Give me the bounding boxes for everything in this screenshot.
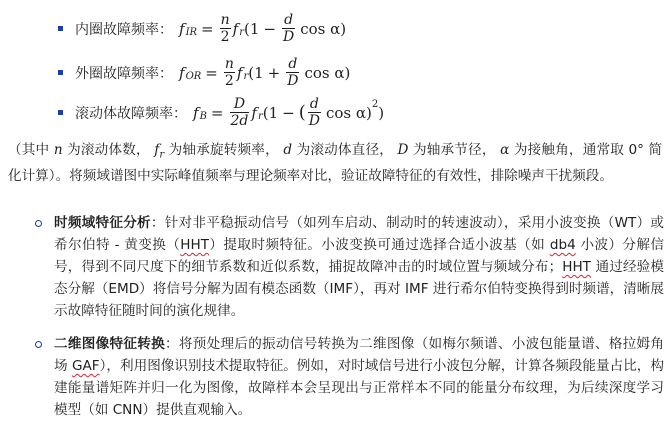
fraction-denominator: D [282, 29, 295, 45]
formula-label: 外圈故障频率： [75, 65, 173, 82]
math-subscript: OR [185, 71, 202, 82]
math-operator: = [205, 63, 218, 82]
math-subscript: r [159, 149, 165, 161]
math-subscript: r [257, 111, 263, 122]
note-text: 为接触角，通常取 0° 简化计算）。将频域谱图中实际峰值频率与理论频率对比，验证故障特征的有效性，排除噪声干扰频段。 [8, 142, 663, 184]
math-text: ) [378, 103, 385, 122]
fraction-denominator: 2 [224, 73, 234, 89]
item-text: GAF [71, 358, 100, 374]
math-subscript: IR [185, 27, 198, 38]
math-text: ( [298, 102, 306, 123]
math-subscript: r [243, 71, 249, 82]
fraction-denominator: 2 [220, 29, 230, 45]
math-text: (1 [262, 103, 279, 122]
note-text: 为轴承旋转频率， [168, 142, 279, 158]
math-symbol: f [179, 63, 185, 82]
fraction [308, 96, 321, 129]
item-text: 通过经验模态分解（EMD）将信号分解为固有模态函数（IMF），再对 IMF 进行希尔伯特变换得到时频谱，清晰展示故障特征随时间的演化规律。 [54, 259, 665, 319]
formula-expression [179, 56, 350, 89]
item-text: 小波）分解信号，得到不同尺度下的细节系数和近似系数，捕捉故障冲击的时域位置与频域分布； [54, 237, 664, 275]
math-symbol: D [397, 142, 409, 158]
note-text: （其中 [8, 142, 50, 158]
circle-bullet-icon [35, 220, 42, 227]
math-text: (1 [244, 19, 260, 38]
math-symbol: n [53, 142, 63, 158]
formula-expression [179, 12, 346, 45]
item-text: HHT [562, 259, 591, 275]
fraction [286, 56, 299, 89]
note-paragraph [8, 140, 662, 187]
item-title: 时频域特征分析 [54, 215, 151, 231]
fraction-numerator: n [220, 12, 230, 28]
formula-label: 内圈故障频率： [75, 21, 173, 38]
math-operator: − [282, 103, 295, 122]
math-symbol: f [236, 63, 243, 82]
math-text: cos α) [304, 63, 351, 82]
math-symbol: α [500, 142, 510, 158]
item-text: ）提取时频特征。小波变换可通过选择合适小波基（如 [209, 237, 550, 253]
math-operator: = [210, 103, 224, 122]
fraction [220, 12, 231, 45]
note-text: 为滚动体直径， [296, 142, 394, 158]
math-text: (1 [248, 63, 264, 82]
fraction [230, 96, 250, 129]
math-operator: = [201, 19, 214, 38]
math-symbol: f [179, 19, 185, 38]
item-text: ），利用图像识别技术提取特征。例如，对时域信号进行小波包分解，计算各频段能量占比，构建能量谱矩阵并归一化为图像，故障样本会呈现出与正常样本不同的能量分布纹理，为后续深度学习模型（如 CNN）提供直观输入。 [54, 358, 664, 418]
formula-label: 滚动体故障频率： [75, 105, 187, 122]
formula-expression [193, 96, 384, 129]
math-subscript: B [199, 111, 207, 122]
fraction [282, 12, 295, 45]
math-text: cos α) [300, 19, 347, 38]
list-item-image-conversion [54, 333, 664, 421]
item-text: ：针对非平稳振动信号（如列车启动、制动时的转速波动），采用小波变换（WT）或希尔伯特 - 黄变换（ [54, 215, 664, 253]
square-bullet-icon [58, 110, 63, 115]
formula-rolling-element [58, 96, 384, 129]
square-bullet-icon [58, 70, 63, 75]
circle-bullet-icon [35, 341, 42, 348]
fraction-numerator: d [284, 12, 294, 28]
note-text: 为轴承节径， [412, 142, 496, 158]
math-operator: − [263, 19, 276, 38]
square-bullet-icon [58, 26, 63, 31]
math-operator: + [267, 63, 281, 82]
list-item-time-frequency [54, 212, 664, 322]
math-subscript: r [239, 27, 244, 38]
math-superscript: 2 [371, 99, 379, 110]
item-text: ：将预处理后的振动信号转换为二维图像（如梅尔频谱、小波包能量谱、格拉姆角场 [54, 336, 665, 374]
fraction-numerator: d [309, 96, 319, 112]
formula-inner-race [58, 12, 346, 45]
fraction [224, 56, 235, 89]
item-text: HHT [180, 237, 209, 253]
item-title: 二维图像特征转换 [54, 336, 165, 352]
math-symbol: d [283, 142, 293, 158]
fraction-numerator: n [224, 56, 234, 72]
fraction-numerator: D [233, 96, 246, 112]
math-symbol: f [232, 19, 239, 38]
formula-outer-race [58, 56, 350, 89]
item-text: db4 [549, 237, 576, 253]
math-symbol: f [193, 103, 199, 122]
note-text: 为滚动体数， [67, 142, 150, 158]
math-text: cos α) [325, 103, 372, 122]
fraction-denominator: 2d [230, 113, 249, 129]
fraction-numerator: d [288, 56, 298, 72]
math-symbol: f [154, 142, 160, 158]
fraction-denominator: D [308, 113, 320, 129]
fraction-denominator: D [287, 73, 299, 89]
math-symbol: f [251, 103, 257, 122]
